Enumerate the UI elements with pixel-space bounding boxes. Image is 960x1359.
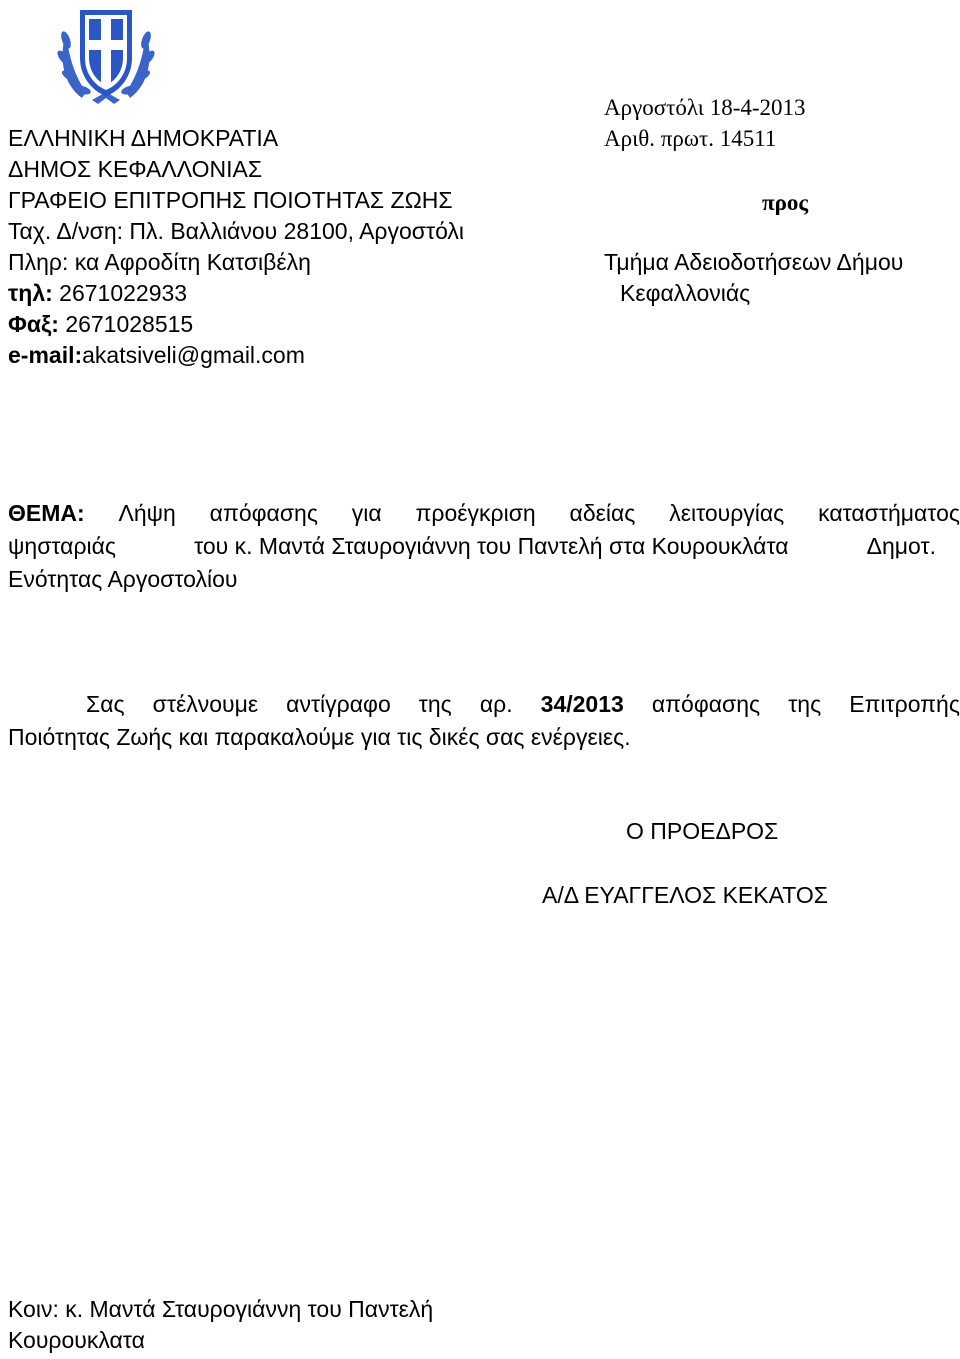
sender-email [8, 340, 305, 371]
body-word: Επιτροπής [849, 691, 960, 717]
body-word: Σας [86, 691, 125, 717]
fax-label: Φαξ: [8, 311, 59, 337]
body-word: στέλνουμε [152, 691, 259, 717]
sender-contact: Πληρ: κα Αφροδίτη Κατσιβέλη [8, 249, 311, 275]
tel-value: 2671022933 [59, 280, 188, 306]
subject-word: αδείας [569, 500, 636, 526]
body-word: αντίγραφο [286, 691, 391, 717]
sender-republic: ΕΛΛΗΝΙΚΗ ΔΗΜΟΚΡΑΤΙΑ [8, 125, 279, 151]
body-line-2: Ποιότητας Ζωής και παρακαλούμε για τις δικές σας ενέργειες. [8, 724, 631, 750]
fax-value: 2671028515 [65, 311, 194, 337]
body-word: της [418, 691, 452, 717]
subject-word: προέγκριση [415, 500, 536, 526]
decision-number: 34/2013 [540, 691, 624, 717]
subject-line-2 [8, 531, 936, 562]
subject-word: ψησταριάς [8, 533, 117, 559]
cc-line-1: Κοιν: κ. Μαντά Σταυρογιάννη του Παντελή [8, 1296, 434, 1322]
recipient-line2: Κεφαλλονιάς [620, 280, 751, 306]
subject-word: καταστήματος [818, 500, 960, 526]
subject-word: Δημοτ. [866, 533, 936, 559]
greek-coat-of-arms-icon [52, 0, 160, 112]
tel-label: τηλ: [8, 280, 53, 306]
email-label: e-mail: [8, 342, 83, 368]
subject-word: του κ. Μαντά Σταυρογιάννη του Παντελή στα Κουρουκλάτα [194, 533, 789, 559]
email-value: akatsiveli@gmail.com [82, 342, 305, 368]
cc-line-2: Κουρουκλατα [8, 1327, 145, 1353]
subject-word: λειτουργίας [669, 500, 785, 526]
sender-office: ΓΡΑΦΕΙΟ ΕΠΙΤΡΟΠΗΣ ΠΟΙΟΤΗΤΑΣ ΖΩΗΣ [8, 187, 453, 213]
sender-municipality: ΔΗΜΟΣ ΚΕΦΑΛΛΟΝΙΑΣ [8, 156, 263, 182]
subject-line-3: Ενότητας Αργοστολίου [8, 566, 238, 592]
signature-title: Ο ΠΡΟΕΔΡΟΣ [626, 818, 779, 844]
sender-tel [8, 278, 187, 309]
recipient-line1: Τμήμα Αδειοδοτήσεων Δήμου [604, 249, 904, 275]
signature-name: Α/Δ ΕΥΑΓΓΕΛΟΣ ΚΕΚΑΤΟΣ [542, 882, 828, 908]
sender-address: Ταχ. Δ/νση: Πλ. Βαλλιάνου 28100, Αργοστόλι [8, 218, 465, 244]
protocol-number: Αριθ. πρωτ. 14511 [604, 126, 777, 151]
to-label: προς [762, 190, 809, 215]
document-date: Αργοστόλι 18-4-2013 [604, 95, 806, 120]
body-word: αρ. [479, 691, 513, 717]
subject-label: ΘΕΜΑ: [8, 500, 85, 526]
subject-word: για [351, 500, 382, 526]
sender-fax [8, 309, 193, 340]
subject-word: Λήψη [118, 500, 176, 526]
body-word: απόφασης [651, 691, 761, 717]
subject-line-1 [8, 498, 960, 529]
body-word: της [788, 691, 822, 717]
subject-word: απόφασης [209, 500, 318, 526]
body-line-1 [86, 689, 960, 720]
